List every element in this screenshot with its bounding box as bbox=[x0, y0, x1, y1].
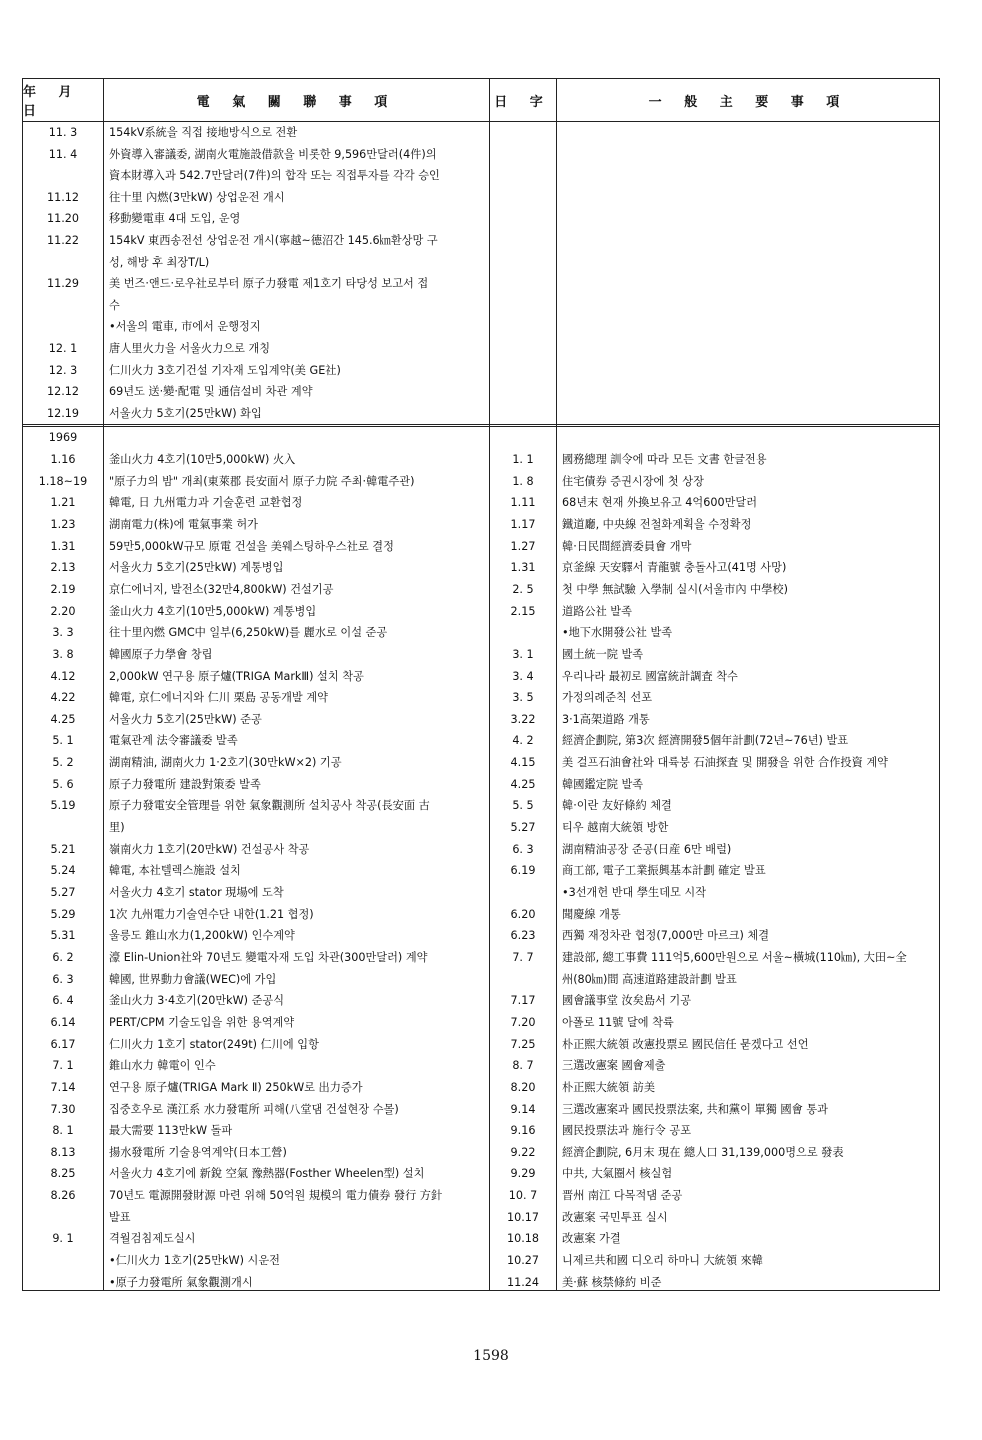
entry-text: 울릉도 錐山水力(1,200kW) 인수계약 bbox=[109, 929, 295, 943]
entry-text: 經濟企劃院, 6月末 現在 總人口 31,139,000명으로 發表 bbox=[562, 1145, 844, 1159]
entry-text: 道路公社 발족 bbox=[562, 604, 632, 618]
page-number: 1598 bbox=[473, 1348, 509, 1364]
entry-date: 12.19 bbox=[46, 406, 80, 420]
entry-text: 가정의례준칙 선포 bbox=[562, 691, 653, 705]
entry-date bbox=[23, 1207, 103, 1229]
entry-text: 住宅債券 증권시장에 첫 상장 bbox=[562, 474, 704, 488]
entry-text: 最大需要 113만kW 돌파 bbox=[109, 1124, 233, 1138]
entry-text: 京釜線 天安驛서 青龍號 충돌사고(41명 사망) bbox=[562, 561, 787, 575]
entry-date: 11.22 bbox=[46, 234, 80, 247]
entry-date: 3.22 bbox=[510, 712, 536, 726]
entry-date: 8.25 bbox=[50, 1167, 76, 1181]
entry-text: 三選改憲案 國會제출 bbox=[562, 1059, 666, 1073]
entry-text: 建設部, 總工事費 111억5,600만원으로 서울~橫城(110㎞), 大田~全 bbox=[562, 950, 907, 964]
entry-text: 서울火力 4호기에 新銳 空氣 豫熱器(Fosther Wheelen型) 설치 bbox=[109, 1167, 425, 1181]
entry-text: 鐵道廳, 中央線 전철화계획을 수정확정 bbox=[562, 517, 752, 531]
entry-text: 濠 Elin-Union社와 70년도 變電자재 도입 차관(300만달러) 계약 bbox=[109, 950, 428, 964]
entry-date: 6. 4 bbox=[52, 994, 74, 1008]
entry-date: 7.17 bbox=[510, 994, 536, 1008]
entry-date: 6. 3 bbox=[512, 842, 534, 856]
entry-date bbox=[23, 165, 103, 187]
entry-date: 9.16 bbox=[510, 1124, 536, 1138]
entry-date: 1.17 bbox=[510, 517, 536, 531]
header-date-left: 年 月 日 bbox=[23, 85, 81, 119]
entry-text: 집중호우로 漢江系 水力發電所 피해(八堂댐 건설현장 수몰) bbox=[109, 1102, 399, 1116]
entry-date: 4.22 bbox=[50, 691, 76, 705]
entry-text: 電氣관계 法令審議委 발족 bbox=[109, 734, 238, 748]
entry-text: 外資導入審議委, 湖南火電施設借款을 비롯한 9,596만달러(4件)의 bbox=[109, 147, 437, 161]
entry-date: 9.14 bbox=[510, 1102, 536, 1116]
entry-text: 揚水發電所 기술용역계약(日本工營) bbox=[109, 1145, 287, 1159]
entry-text: 수 bbox=[109, 298, 120, 312]
entry-date: 9. 1 bbox=[52, 1232, 74, 1246]
entry-text: 國民投票法과 施行令 공포 bbox=[562, 1124, 692, 1138]
entry-text: 韓·이란 友好條約 체결 bbox=[562, 799, 672, 813]
entry-date: 5. 2 bbox=[52, 756, 74, 770]
entry-text: 原子力發電安全管理를 위한 氣象觀測所 설치공사 착공(長安面 古 bbox=[109, 799, 430, 813]
entry-date: 8. 1 bbox=[52, 1124, 74, 1138]
entry-text: 改憲案 가결 bbox=[562, 1232, 621, 1246]
entry-text: 三選改憲案과 國民投票法案, 共和黨이 單獨 國會 통과 bbox=[562, 1102, 828, 1116]
entry-text: 티우 越南大統領 방한 bbox=[562, 821, 669, 835]
entry-date bbox=[23, 1250, 103, 1272]
entry-date: 9.22 bbox=[510, 1145, 536, 1159]
entry-date: 5.24 bbox=[50, 864, 76, 878]
entry-date: 8.20 bbox=[510, 1080, 536, 1094]
entry-date: 1.16 bbox=[50, 453, 76, 466]
entry-date: 4.15 bbox=[510, 756, 536, 770]
entry-date: 3. 1 bbox=[512, 647, 534, 661]
entry-date: 6.20 bbox=[510, 907, 536, 921]
entry-date bbox=[490, 882, 556, 904]
entry-date: 4.25 bbox=[50, 712, 76, 726]
entry-text: 國務總理 訓令에 따라 모든 文書 한글전용 bbox=[562, 453, 767, 466]
entry-text: •3선개헌 반대 學生데모 시작 bbox=[562, 886, 707, 899]
entry-text: 68년末 현재 外換보유고 4억600만달러 bbox=[562, 496, 758, 510]
entry-date bbox=[490, 622, 556, 644]
entry-date bbox=[23, 316, 103, 338]
entry-date: 10.27 bbox=[506, 1254, 540, 1268]
entry-date bbox=[23, 295, 103, 317]
entry-date: 11.24 bbox=[506, 1275, 540, 1289]
entry-date: 7.25 bbox=[510, 1037, 536, 1051]
entry-date: 2. 5 bbox=[512, 582, 534, 596]
header-electric-events: 電 氣 關 聯 事 項 bbox=[196, 94, 397, 110]
entry-text: 里) bbox=[109, 821, 125, 835]
entry-date: 5.19 bbox=[50, 799, 76, 813]
entry-date: 2.13 bbox=[50, 561, 76, 575]
entry-date: 1.31 bbox=[50, 539, 76, 553]
year-divider bbox=[23, 424, 939, 427]
entry-text: 朴正熙大統領 改憲投票로 國民信任 묻겠다고 선언 bbox=[562, 1037, 809, 1051]
entry-date: 5.27 bbox=[50, 886, 76, 899]
entry-text: 韓電, 本社텔렉스施設 설치 bbox=[109, 864, 241, 878]
entry-date: 1. 8 bbox=[512, 474, 534, 488]
entry-date: 9.29 bbox=[510, 1167, 536, 1181]
entry-text: 성, 해방 후 최장T/L) bbox=[109, 255, 210, 269]
entry-text: 湖南精油, 湖南火力 1·2호기(30만kW×2) 기공 bbox=[109, 756, 342, 770]
entry-date: 7. 1 bbox=[52, 1059, 74, 1073]
entry-text: 서울火力 5호기(25만kW) 계통병입 bbox=[109, 561, 284, 575]
entry-text: 발표 bbox=[109, 1210, 131, 1224]
entry-text: 154kV 東西송전선 상업운전 개시(寧越~德沼간 145.6㎞환상망 구 bbox=[109, 234, 438, 247]
column-divider bbox=[103, 79, 104, 1290]
entry-text: 晋州 南江 다목적댐 준공 bbox=[562, 1189, 683, 1203]
entry-text: 釜山火力 3·4호기(20만kW) 준공식 bbox=[109, 994, 285, 1008]
entry-text: 서울火力 5호기(25만kW) 화입 bbox=[109, 406, 262, 420]
entry-text: 經濟企劃院, 第3次 經濟開發5個年計劃(72년~76년) 발표 bbox=[562, 734, 849, 748]
column-divider bbox=[556, 79, 557, 1290]
entry-text: 격월검침제도실시 bbox=[109, 1232, 196, 1246]
entry-date: 12.12 bbox=[46, 385, 80, 399]
entry-text: 聞慶線 개통 bbox=[562, 907, 621, 921]
entry-date: 3. 4 bbox=[512, 669, 534, 683]
entry-date: 12. 3 bbox=[48, 363, 78, 377]
entry-text: 첫 中學 無試驗 入學制 실시(서울市內 中學校) bbox=[562, 582, 788, 596]
entry-text: 資本財導入과 542.7만달러(7件)의 합작 또는 직접투자를 각각 승인 bbox=[109, 169, 440, 183]
entry-date: 6.17 bbox=[50, 1037, 76, 1051]
entry-text: "原子力의 밤" 개최(東萊郡 長安面서 原子力院 주최·韓電주관) bbox=[109, 474, 415, 488]
entry-text: PERT/CPM 기술도입을 위한 용역계약 bbox=[109, 1015, 295, 1029]
entry-text: 韓電, 日 九州電力과 기술훈련 교환협정 bbox=[109, 496, 303, 510]
entry-date: 7.30 bbox=[50, 1102, 76, 1116]
entry-text: 錐山水力 韓電이 인수 bbox=[109, 1059, 216, 1073]
entry-date: 3. 8 bbox=[52, 647, 74, 661]
entry-date: 4.12 bbox=[50, 669, 76, 683]
entry-text: 朴正熙大統領 訪美 bbox=[562, 1080, 656, 1094]
entry-text: 嶺南火力 1호기(20만kW) 건설공사 착공 bbox=[109, 842, 310, 856]
entry-date: 5.31 bbox=[50, 929, 76, 943]
entry-date: 12. 1 bbox=[48, 342, 78, 355]
entry-date: 11. 4 bbox=[48, 147, 78, 161]
entry-text: 國土統一院 발족 bbox=[562, 647, 644, 661]
entry-date: 11.12 bbox=[46, 190, 80, 204]
entry-text: 우리나라 最初로 國富統計調査 착수 bbox=[562, 669, 738, 683]
chronology-table bbox=[22, 78, 940, 1291]
entry-text: 2,000kW 연구용 原子爐(TRIGA MarkⅢ) 설치 착공 bbox=[109, 669, 364, 683]
entry-text: 韓國, 世界動力會議(WEC)에 가입 bbox=[109, 972, 277, 986]
entry-date: 10. 7 bbox=[508, 1189, 538, 1203]
entry-text: 59만5,000kW규모 原電 건설을 美웨스팅하우스社로 결정 bbox=[109, 539, 394, 553]
entry-text: 69년도 送·變·配電 및 通信설비 차관 계약 bbox=[109, 385, 313, 399]
entry-text: 往十里內燃 GMC中 일부(6,250kW)를 麗水로 이설 준공 bbox=[109, 626, 388, 640]
entry-text: 州(80㎞)間 高速道路建設計劃 발표 bbox=[562, 972, 737, 986]
entry-date: 5. 5 bbox=[512, 799, 534, 813]
entry-text: 연구용 原子爐(TRIGA Mark Ⅱ) 250kW로 出力증가 bbox=[109, 1080, 363, 1094]
entry-date: 5.27 bbox=[510, 821, 536, 835]
entry-text: 移動變電車 4대 도입, 운영 bbox=[109, 212, 241, 226]
header-date-right: 日 字 bbox=[494, 94, 552, 110]
entry-date: 11.20 bbox=[46, 212, 80, 226]
entry-date bbox=[23, 1272, 103, 1294]
entry-text: 商工部, 電子工業振興基本計劃 確定 발표 bbox=[562, 864, 766, 878]
entry-date: 4. 2 bbox=[512, 734, 534, 748]
year-label: 1969 bbox=[48, 431, 78, 444]
entry-text: 韓國鑑定院 발족 bbox=[562, 777, 644, 791]
entry-text: 唐人里火力을 서울火力으로 개칭 bbox=[109, 342, 271, 355]
entry-date: 7.14 bbox=[50, 1080, 76, 1094]
entry-date: 10.18 bbox=[506, 1232, 540, 1246]
entry-date: 8. 7 bbox=[512, 1059, 534, 1073]
entry-text: 美 번즈·앤드·로우社로부터 原子力發電 제1호기 타당성 보고서 접 bbox=[109, 277, 429, 291]
entry-text: 改憲案 국민투표 실시 bbox=[562, 1210, 668, 1224]
entry-text: 湖南精油공장 준공(日産 6만 배럴) bbox=[562, 842, 732, 856]
entry-text: 西獨 재정차관 협정(7,000만 마르크) 체결 bbox=[562, 929, 770, 943]
entry-date bbox=[490, 969, 556, 991]
entry-date: 8.13 bbox=[50, 1145, 76, 1159]
entry-text: •原子力發電所 氣象觀測개시 bbox=[109, 1275, 253, 1289]
entry-date: 6. 2 bbox=[52, 950, 74, 964]
entry-date: 1.31 bbox=[510, 561, 536, 575]
entry-date: 6.19 bbox=[510, 864, 536, 878]
entry-date: 5. 1 bbox=[52, 734, 74, 748]
entry-text: 서울火力 5호기(25만kW) 준공 bbox=[109, 712, 262, 726]
entry-text: 70년도 電源開發財源 마련 위해 50억원 規模의 電力債券 發行 方針 bbox=[109, 1189, 443, 1203]
entry-date: 11.29 bbox=[46, 277, 80, 291]
entry-date: 2.19 bbox=[50, 582, 76, 596]
entry-date bbox=[23, 817, 103, 839]
entry-date: 5. 6 bbox=[52, 777, 74, 791]
entry-date: 1.23 bbox=[50, 517, 76, 531]
entry-text: 韓電, 京仁에너지와 仁川 栗島 공동개발 계약 bbox=[109, 691, 328, 705]
entry-date: 2.20 bbox=[50, 604, 76, 618]
entry-text: 美 걸프石油會社와 대륙붕 石油探査 및 開發을 위한 合作投資 계약 bbox=[562, 756, 888, 770]
entry-text: 韓·日民間經濟委員會 개막 bbox=[562, 539, 692, 553]
entry-text: 原子力發電所 建設對策委 발족 bbox=[109, 777, 261, 791]
entry-text: 3·1高架道路 개통 bbox=[562, 712, 650, 726]
entry-text: •仁川火力 1호기(25만kW) 시운전 bbox=[109, 1254, 280, 1268]
entry-date: 5.29 bbox=[50, 907, 76, 921]
entry-text: 湖南電力(株)에 電氣事業 허가 bbox=[109, 517, 258, 531]
entry-date: 6.14 bbox=[50, 1015, 76, 1029]
entry-date: 3. 3 bbox=[52, 626, 74, 640]
entry-text: 154kV系統을 직접 接地방식으로 전환 bbox=[109, 126, 298, 139]
entry-date: 1.11 bbox=[510, 496, 536, 510]
entry-date: 2.15 bbox=[510, 604, 536, 618]
entry-date: 4.25 bbox=[510, 777, 536, 791]
entry-text: 1次 九州電力기술연수단 내한(1.21 협정) bbox=[109, 907, 314, 921]
entry-date bbox=[23, 252, 103, 274]
entry-date: 1.27 bbox=[510, 539, 536, 553]
entry-text: 往十里 內燃(3만kW) 상업운전 개시 bbox=[109, 190, 285, 204]
entry-date: 6.23 bbox=[510, 929, 536, 943]
entry-text: 釜山火力 4호기(10만5,000kW) 계통병입 bbox=[109, 604, 317, 618]
entry-date: 7. 7 bbox=[512, 950, 534, 964]
entry-date: 1. 1 bbox=[512, 453, 534, 466]
entry-text: 아폴로 11號 달에 착륙 bbox=[562, 1015, 674, 1029]
entry-date: 11. 3 bbox=[48, 126, 78, 139]
entry-date: 6. 3 bbox=[52, 972, 74, 986]
entry-text: 中共, 大氣圈서 核실험 bbox=[562, 1167, 673, 1181]
entry-text: 서울火力 4호기 stator 現場에 도착 bbox=[109, 886, 284, 899]
entry-text: •서울의 電車, 市에서 운행정지 bbox=[109, 320, 261, 334]
entry-date: 5.21 bbox=[50, 842, 76, 856]
header-general-events: 一 般 主 要 事 項 bbox=[648, 94, 849, 110]
entry-date: 8.26 bbox=[50, 1189, 76, 1203]
entry-text: 京仁에너지, 발전소(32만4,800kW) 건설기공 bbox=[109, 582, 334, 596]
entry-text: •地下水開發公社 발족 bbox=[562, 626, 673, 640]
entry-text: 니제르共和國 디오리 하마니 大統領 來韓 bbox=[562, 1254, 763, 1268]
entry-text: 仁川火力 1호기 stator(249t) 仁川에 입항 bbox=[109, 1037, 319, 1051]
entry-date: 1.21 bbox=[50, 496, 76, 510]
entry-date: 10.17 bbox=[506, 1210, 540, 1224]
entry-text: 美·蘇 核禁條約 비준 bbox=[562, 1275, 662, 1289]
entry-date: 7.20 bbox=[510, 1015, 536, 1029]
entry-text: 仁川火力 3호기건설 기자재 도입계약(美 GE社) bbox=[109, 363, 341, 377]
entry-date: 1.18~19 bbox=[38, 474, 88, 488]
entry-text: 國會議事堂 汝矣島서 기공 bbox=[562, 994, 692, 1008]
entry-text: 韓國原子力學會 창립 bbox=[109, 647, 213, 661]
entry-date: 3. 5 bbox=[512, 691, 534, 705]
entry-text: 釜山火力 4호기(10만5,000kW) 火入 bbox=[109, 453, 296, 466]
